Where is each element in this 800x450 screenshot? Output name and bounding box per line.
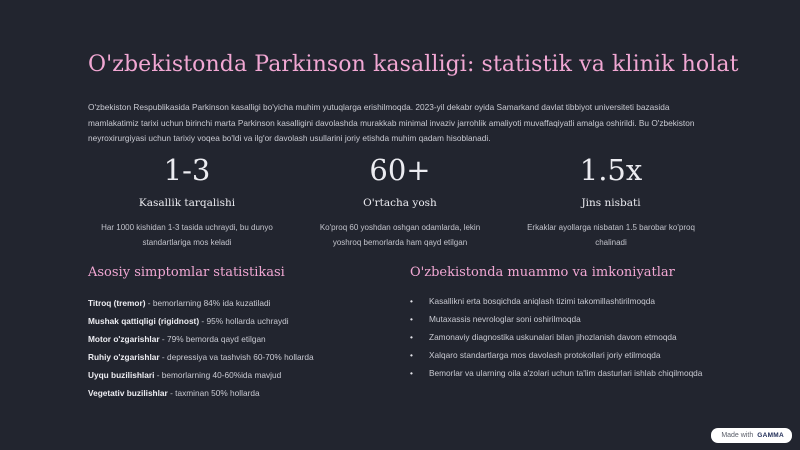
symptom-detail: - depressiya va tashvish 60-70% hollarda (159, 352, 314, 362)
list-item: • Kasallikni erta bosqichda aniqlash tizimi takomillashtirilmoqda (410, 294, 710, 308)
stat-card-prevalence (77, 152, 297, 250)
made-with-badge[interactable] (711, 428, 792, 443)
page-title: O'zbekistonda Parkinson kasalligi: statistik va klinik holat (88, 52, 739, 77)
symptom-detail: - taxminan 50% hollarda (167, 388, 260, 398)
symptom-detail: - 79% bemorda qayd etilgan (159, 334, 266, 344)
stat-card-average-age (290, 152, 510, 250)
stat-value: 60+ (369, 153, 431, 187)
symptom-term: Uyqu buzilishlari (88, 370, 155, 380)
badge-prefix: Made with (721, 432, 754, 439)
stat-value: 1.5x (579, 153, 643, 187)
symptoms-list (88, 294, 314, 402)
list-item (88, 348, 314, 366)
symptom-detail: - bemorlarning 40-60%ida mavjud (154, 370, 282, 380)
intro-paragraph: O'zbekiston Respublikasida Parkinson kasalligi bo'yicha muhim yutuqlarga erishilmoqda. 2023-yil dekabr oyida Samarkand davlat tibbiyot universiteti bazasida mamlakatimiz tarixi uchun birinchi marta Parkinson kasalligini davolashda murakkab minimal invaziv jarrohlik amaliyoti muvaffaqiyatli amalga oshirildi. Bu O'zbekiston neyroxirurgiyasi uchun tarixiy voqea bo'ldi va ilg'or davolash usullarini joriy etishda muhim qadam hisoblanadi. (88, 102, 695, 143)
stat-card-gender-ratio (501, 152, 721, 250)
list-item (88, 312, 314, 330)
list-item (88, 294, 314, 312)
symptoms-heading: Asosiy simptomlar statistikasi (88, 265, 285, 280)
stat-description: Har 1000 kishidan 1-3 tasida uchraydi, bu dunyo standartlariga mos keladi (101, 223, 273, 247)
list-item: • Zamonaviy diagnostika uskunalari bilan jihozlanish davom etmoqda (410, 330, 710, 344)
stat-value: 1-3 (163, 153, 211, 187)
symptom-detail: - bemorlarning 84% ida kuzatiladi (145, 298, 271, 308)
symptom-term: Ruhiy o'zgarishlar (88, 352, 160, 362)
symptom-detail: - 95% hollarda uchraydi (199, 316, 289, 326)
list-item: • Mutaxassis nevrologlar soni oshirilmoqda (410, 312, 710, 326)
issues-list (410, 294, 710, 384)
symptom-term: Motor o'zgarishlar (88, 334, 160, 344)
list-item: • Bemorlar va ularning oila a'zolari uchun ta'lim dasturlari ishlab chiqilmoqda (410, 366, 710, 380)
stat-description: Erkaklar ayollarga nisbatan 1.5 barobar ko'proq chalinadi (527, 223, 695, 247)
stat-label: Kasallik tarqalishi (138, 197, 236, 209)
symptom-term: Titroq (tremor) (88, 298, 146, 308)
list-item: • Xalqaro standartlarga mos davolash protokollari joriy etilmoqda (410, 348, 710, 362)
symptom-term: Vegetativ buzilishlar (88, 388, 168, 398)
list-item (88, 366, 314, 384)
stat-label: Jins nisbati (581, 197, 641, 209)
list-item (88, 330, 314, 348)
issues-heading: O'zbekistonda muammo va imkoniyatlar (410, 265, 675, 280)
stat-description: Ko'proq 60 yoshdan oshgan odamlarda, lekin yoshroq bemorlarda ham qayd etilgan (319, 223, 481, 247)
stat-label: O'rtacha yosh (363, 197, 437, 209)
brand-logo: GAMMA (757, 432, 784, 439)
symptom-term: Mushak qattiqligi (rigidnost) (88, 316, 200, 326)
list-item (88, 384, 314, 402)
